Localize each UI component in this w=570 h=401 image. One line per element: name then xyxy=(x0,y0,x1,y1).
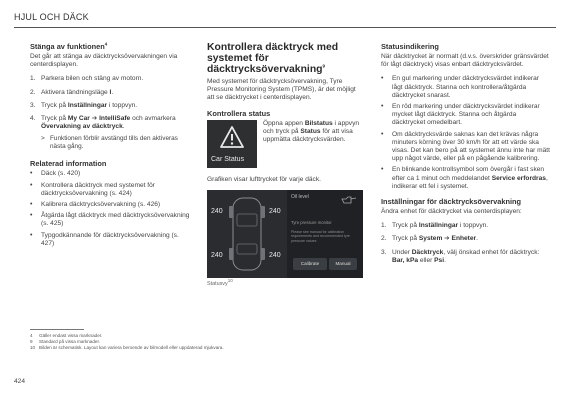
unit-steps xyxy=(381,222,551,265)
tyre-value-front-right: 240 xyxy=(269,207,281,215)
related-item[interactable]: • Däck (s. 420) xyxy=(30,170,81,178)
settings-heading: Inställningar för däcktrycksövervakning xyxy=(381,197,522,207)
article-title: Kontrollera däcktryck med systemet för däcktrycksövervakning$^9$ xyxy=(207,42,339,75)
column-left xyxy=(30,42,193,254)
car-top-view-icon xyxy=(207,190,287,278)
oil-can-icon xyxy=(341,196,357,204)
indication-item: • En gul markering under däcktrycksvärdet indikerar lågt däcktryck. Stanna och kontrollera/åtgärda däcktrycket snarast. xyxy=(381,75,539,99)
indication-item: • En röd markering under däcktrycksvärdet indikerar mycket lågt däcktryck. Stanna och åtgärda däcktrycket omedelbart. xyxy=(381,103,540,127)
tyre-pressure-monitor-label: Tyre pressure monitor xyxy=(291,219,332,225)
footnote-ref: 10 xyxy=(227,278,233,284)
car-status-app-image xyxy=(207,120,257,168)
manual-button[interactable]: Manual xyxy=(329,258,357,270)
step: 2. Tryck på System ➔ Enheter. xyxy=(381,235,478,243)
column-middle xyxy=(207,42,364,287)
status-panel xyxy=(291,194,359,274)
footnote-ref: 4 xyxy=(104,41,108,47)
step: 3. Tryck på Inställningar i toppvyn. xyxy=(30,101,138,109)
footnote: 10 Bilden är schematisk. Layout kan variera beroende av bilmodell eller uppdaterad mjukvara. xyxy=(30,345,224,351)
article-intro: Med systemet för däcktrycksövervakning, Tyre Pressure Monitoring System (TPMS), är det möjligt att se däcktrycket i centerdisplayen. xyxy=(207,78,356,102)
footnote-rule xyxy=(30,329,84,330)
step: 2. Aktivera tändningsläge I. xyxy=(30,88,114,96)
tyre-value-rear-right: 240 xyxy=(269,251,281,259)
tyre-overview xyxy=(207,190,287,278)
related-list xyxy=(30,170,193,248)
status-instructions: Öppna appen Bilstatus i appvyn och tryck på Status för att visa uppmätta däcktrycksvärden. xyxy=(263,119,360,144)
indication-list xyxy=(381,75,551,191)
oil-level-label: Oil level xyxy=(291,193,309,200)
footnote: 4 Gäller endast vissa marknader. xyxy=(30,333,103,338)
footnote-ref: 9 xyxy=(322,63,326,69)
status-view-screen xyxy=(207,190,363,278)
step: 3. Under Däcktryck, välj önskad enhet för däcktryck: Bar, kPa eller Psi. xyxy=(381,248,540,264)
related-item[interactable]: • Kalibrera däcktrycksövervakning (s. 426) xyxy=(30,201,161,209)
related-item[interactable]: • Kontrollera däcktryck med systemet för däcktrycksövervakning (s. 424) xyxy=(30,181,155,197)
warning-icon xyxy=(220,126,244,148)
header-rule xyxy=(14,27,556,28)
step-result: > Funktionen förblir avstängd tills den aktiveras nästa gång. xyxy=(41,135,178,151)
related-item[interactable]: • Åtgärda lågt däcktryck med däcktrycksövervakning (s. 425) xyxy=(30,212,190,228)
disable-steps xyxy=(30,75,193,131)
page-number: 424 xyxy=(14,378,26,385)
footnote: 9 Standard på vissa marknader. xyxy=(30,339,101,345)
disable-intro: Det går att stänga av däcktrycksövervakningen via centerdisplayen. xyxy=(30,53,178,69)
tyre-value-rear-left: 240 xyxy=(211,251,223,259)
disable-heading: Stänga av funktionen$^4$ xyxy=(30,41,108,51)
settings-intro: Ändra enhet för däcktrycket via centerdisplayen: xyxy=(381,208,522,216)
car-status-label: Car Status xyxy=(211,155,245,163)
column-right xyxy=(381,42,551,271)
related-heading: Relaterad information xyxy=(30,159,107,169)
calibration-note: Please see manual for calibration requirements and recommended tyre pressure values xyxy=(291,229,350,243)
status-indication-intro: När däcktrycket är normalt (d.v.s. överskrider gränsvärdet för lågt däcktryck) visas enbart däcktrycksvärdet. xyxy=(381,53,549,69)
status-indication-heading: Statusindikering xyxy=(381,42,439,51)
tyre-value-front-left: 240 xyxy=(211,207,223,215)
status-heading: Kontrollera status xyxy=(207,108,271,118)
step: 4. Tryck på My Car ➔ IntelliSafe och avmarkera Övervakning av däcktryck. xyxy=(30,115,176,131)
indication-item: • En blinkande kontrollsymbol som övergår i fast sken efter ca 1 minut och meddelandet Service erfordras, indikerar ett fel i systemet. xyxy=(381,166,548,190)
calibrate-button[interactable]: Calibrate xyxy=(293,258,327,270)
car-status-row xyxy=(207,120,364,168)
indication-item: • Om däcktrycksvärde saknas kan det krävas några minuters körning över 30 km/h för att ett värde ska visas. Det kan bero på att systemet ännu inte har mätt upp något värde, eller på en pågående kalibrering. xyxy=(381,130,550,163)
step: 1. Tryck på Inställningar i toppvyn. xyxy=(381,222,489,230)
figure-caption: Statusvy$^{10}$ xyxy=(207,278,233,287)
graphic-description: Grafiken visar lufttrycket för varje däck. xyxy=(207,175,321,183)
footnotes xyxy=(30,333,224,352)
related-item[interactable]: • Typgodkännande för däcktrycksövervakning (s. 427) xyxy=(30,231,179,247)
step: 1. Parkera bilen och stäng av motorn. xyxy=(30,75,144,83)
section-header: HJUL OCH DÄCK xyxy=(14,12,89,22)
